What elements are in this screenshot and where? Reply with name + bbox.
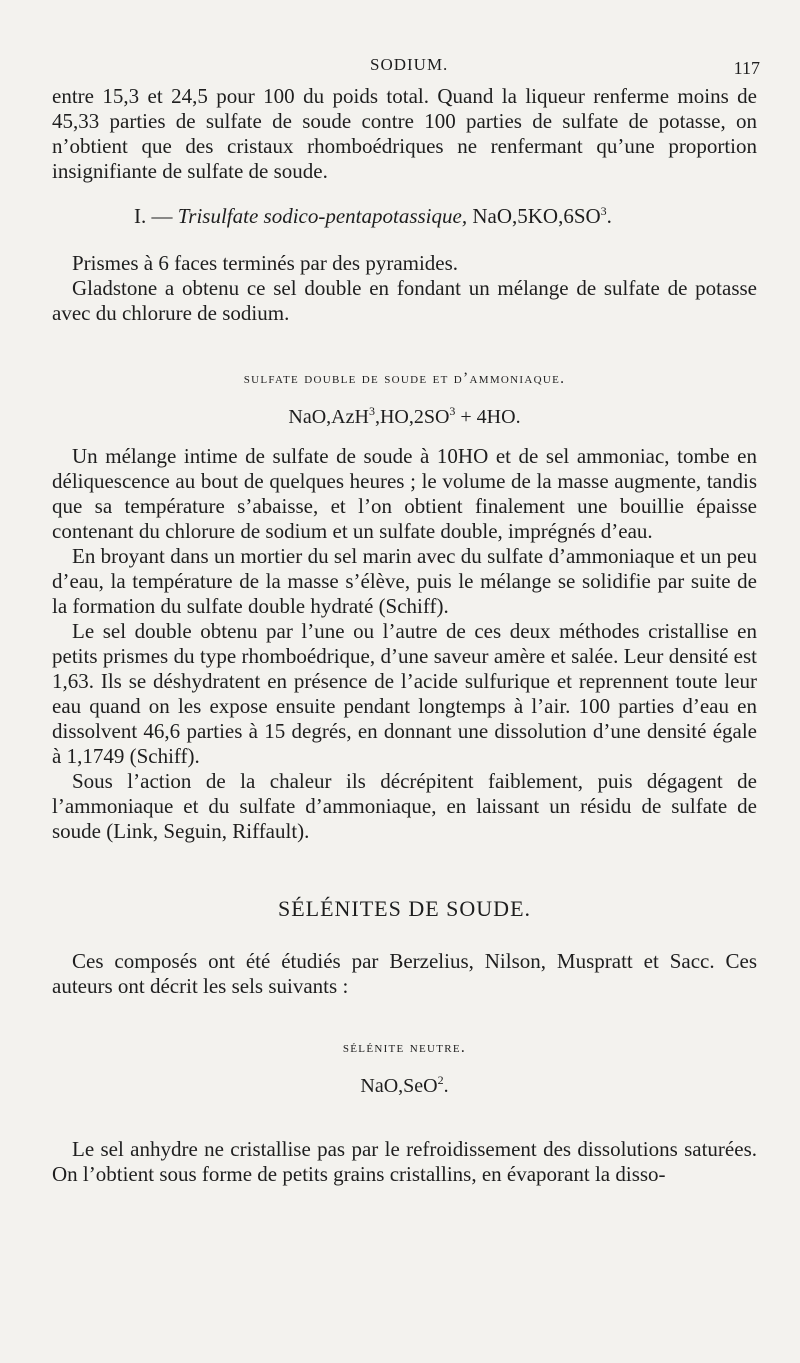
paragraph-selenites-intro: Ces composés ont été étudiés par Berzelius, Nilson, Muspratt et Sacc. Ces auteurs ont décrit les sels suivants :	[52, 949, 757, 998]
paragraph-prismes: Prismes à 6 faces terminés par des pyramides.	[72, 251, 459, 275]
formula-part: + 4HO.	[455, 406, 521, 428]
formula-sulfate-double	[52, 405, 757, 430]
section-heading-sulfate-double: sulfate double de soude et d’ammoniaque.	[243, 370, 566, 387]
formula-part: .	[443, 1075, 449, 1097]
trisulfate-formula-end: .	[606, 204, 612, 228]
trisulfate-prefix: I. —	[134, 204, 178, 228]
page-number: 117	[733, 58, 760, 78]
trisulfate-title	[52, 204, 757, 229]
formula-selenite	[52, 1074, 757, 1099]
paragraph-melange: Un mélange intime de sulfate de soude à 10HO et de sel ammoniac, tombe en déliquescence au bout de quelques heures ; le volume de la masse augmente, tandis que sa température s’abaisse, et l’on obtient finalement une bouillie épaisse contenant du chlorure de sodium et un sulfate double, imprégnés d’eau.	[52, 444, 757, 543]
formula-part: ,HO,2SO	[374, 406, 450, 428]
trisulfate-formula-sup: 3	[600, 204, 607, 218]
paragraph-broyant: En broyant dans un mortier du sel marin avec du sulfate d’ammoniaque et un peu d’eau, la température de la masse s’élève, puis le mélange se solidifie par suite de la formation du sulfate double hydraté (Schiff).	[52, 544, 757, 618]
section-heading-selenites: SÉLÉNITES DE SOUDE.	[277, 896, 532, 921]
section-heading-selenite-neutre: sélénite neutre.	[342, 1039, 467, 1056]
page-body	[52, 84, 757, 1187]
trisulfate-formula: NaO,5KO,6SO	[472, 204, 601, 228]
formula-part: NaO,SeO	[360, 1075, 438, 1097]
running-title: SODIUM.	[370, 55, 449, 74]
formula-sup: 3	[449, 404, 456, 418]
paragraph-gladstone: Gladstone a obtenu ce sel double en fondant un mélange de sulfate de potasse avec du chlorure de sodium.	[52, 276, 757, 325]
paragraph-continuation: entre 15,3 et 24,5 pour 100 du poids total. Quand la liqueur renferme moins de 45,33 parties de sulfate de soude contre 100 parties de sulfate de potasse, on n’obtient que des cristaux rhomboédriques ne renfermant qu’une proportion insignifiante de sulfate de soude.	[52, 84, 757, 183]
paragraph-sel-double: Le sel double obtenu par l’une ou l’autre de ces deux méthodes cristallise en petits prismes du type rhomboédrique, d’une saveur amère et salée. Leur densité est 1,63. Ils se déshydratent en présence de l’acide sulfurique et reprennent toute leur eau quand on les expose ensuite pendant longtemps à l’air. 100 parties d’eau en dissolvent 46,6 parties à 15 degrés, en donnant une dissolution d’une densité égale à 1,1749 (Schiff).	[52, 619, 757, 768]
formula-sup: 3	[368, 404, 375, 418]
page-header	[0, 52, 800, 82]
trisulfate-name: Trisulfate sodico-pentapotassique,	[177, 204, 468, 228]
paragraph-sel-anhydre: Le sel anhydre ne cristallise pas par le refroidissement des dissolutions saturées. On l’obtient sous forme de petits grains cristallins, en évaporant la disso-	[52, 1137, 757, 1186]
formula-part: NaO,AzH	[288, 406, 369, 428]
paragraph-chaleur: Sous l’action de la chaleur ils décrépitent faiblement, puis dégagent de l’ammoniaque et du sulfate d’ammoniaque, en laissant un résidu de sulfate de soude (Link, Seguin, Riffault).	[52, 769, 757, 843]
formula-sup: 2	[437, 1073, 444, 1087]
